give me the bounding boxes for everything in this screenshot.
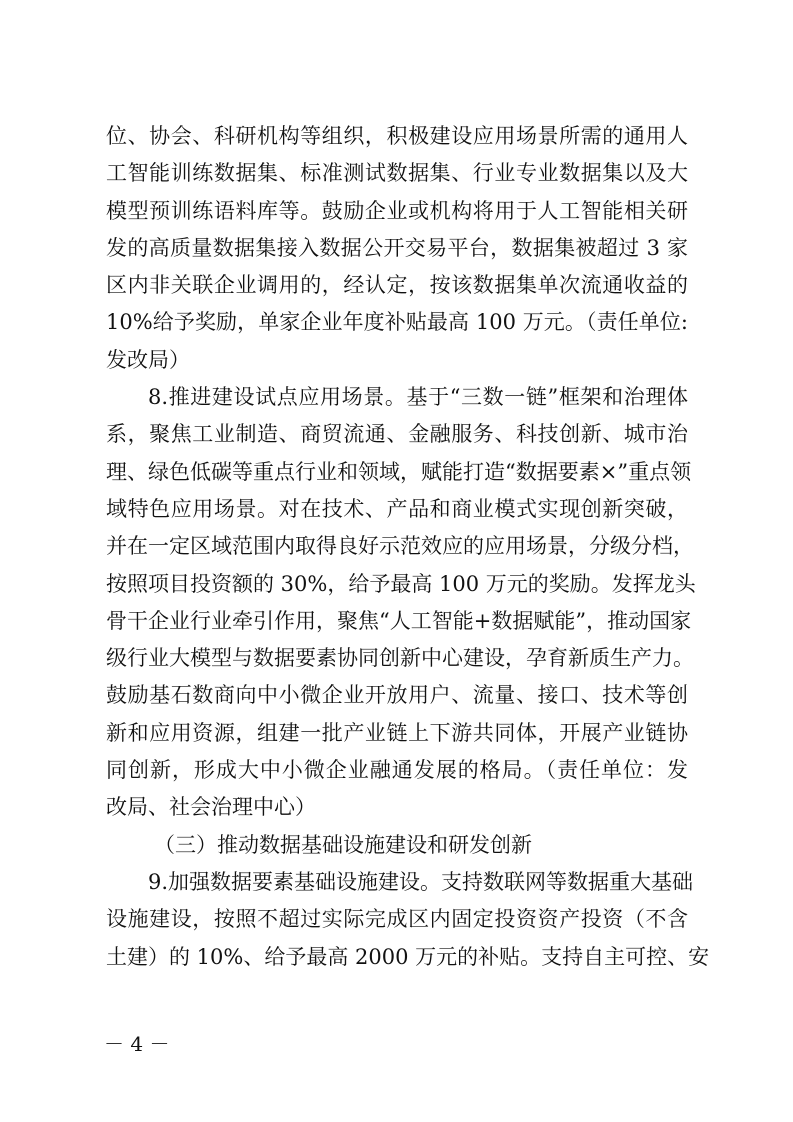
text-line: 并在一定区域范围内取得良好示范效应的应用场景，分级分档， xyxy=(106,534,694,559)
paragraph-item-9 xyxy=(106,864,710,976)
document-body xyxy=(106,118,710,976)
text-line: 新和应用资源，组建一批产业链上下游共同体，开展产业链协 xyxy=(106,720,688,745)
text-line: 改局、社会治理中心） xyxy=(106,795,316,820)
text-line: 理、绿色低碳等重点行业和领域，赋能打造“数据要素×”重点领 xyxy=(106,459,692,484)
page-number: － 4 － xyxy=(104,1032,170,1056)
text-line: 位、协会、科研机构等组织，积极建设应用场景所需的通用人 xyxy=(106,124,688,148)
paragraph-continuation xyxy=(106,118,688,379)
text-line: 模型预训练语料库等。鼓励企业或机构将用于人工智能相关研 xyxy=(106,198,688,223)
text-line: 发的高质量数据集接入数据公开交易平台，数据集被超过 3 家 xyxy=(106,235,688,260)
text-line: 设施建设，按照不超过实际完成区内固定投资资产投资（不含 xyxy=(106,907,688,932)
text-line: 9.加强数据要素基础设施建设。支持数联网等数据重大基础 xyxy=(148,869,694,894)
text-line: 同创新，形成大中小微企业融通发展的格局。（责任单位：发 xyxy=(106,758,688,783)
text-line: 鼓励基石数商向中小微企业开放用户、流量、接口、技术等创 xyxy=(106,683,688,708)
section-heading: （三）推动数据基础设施建设和研发创新 xyxy=(154,832,532,857)
text-line: 级行业大模型与数据要素协同创新中心建设，孕育新质生产力。 xyxy=(106,646,694,671)
text-line: 区内非关联企业调用的，经认定，按该数据集单次流通收益的 xyxy=(106,273,688,298)
text-line: 发改局） xyxy=(106,347,190,372)
text-line: 土建）的 10%、给予最高 2000 万元的补贴。支持自主可控、安 xyxy=(106,944,710,969)
text-line: 8.推进建设试点应用场景。基于“三数一链”框架和治理体 xyxy=(148,385,688,410)
paragraph-item-8 xyxy=(106,379,696,827)
text-line: 骨干企业行业牵引作用，聚焦“人工智能+数据赋能”，推动国家 xyxy=(106,608,692,633)
text-line: 10%给予奖励，单家企业年度补贴最高 100 万元。（责任单位: xyxy=(106,310,688,335)
text-line: 域特色应用场景。对在技术、产品和商业模式实现创新突破， xyxy=(106,496,688,521)
text-line: 系，聚焦工业制造、商贸流通、金融服务、科技创新、城市治 xyxy=(106,422,688,447)
text-line: 工智能训练数据集、标准测试数据集、行业专业数据集以及大 xyxy=(106,161,688,186)
text-line: 按照项目投资额的 30%，给予最高 100 万元的奖励。发挥龙头 xyxy=(106,571,696,596)
